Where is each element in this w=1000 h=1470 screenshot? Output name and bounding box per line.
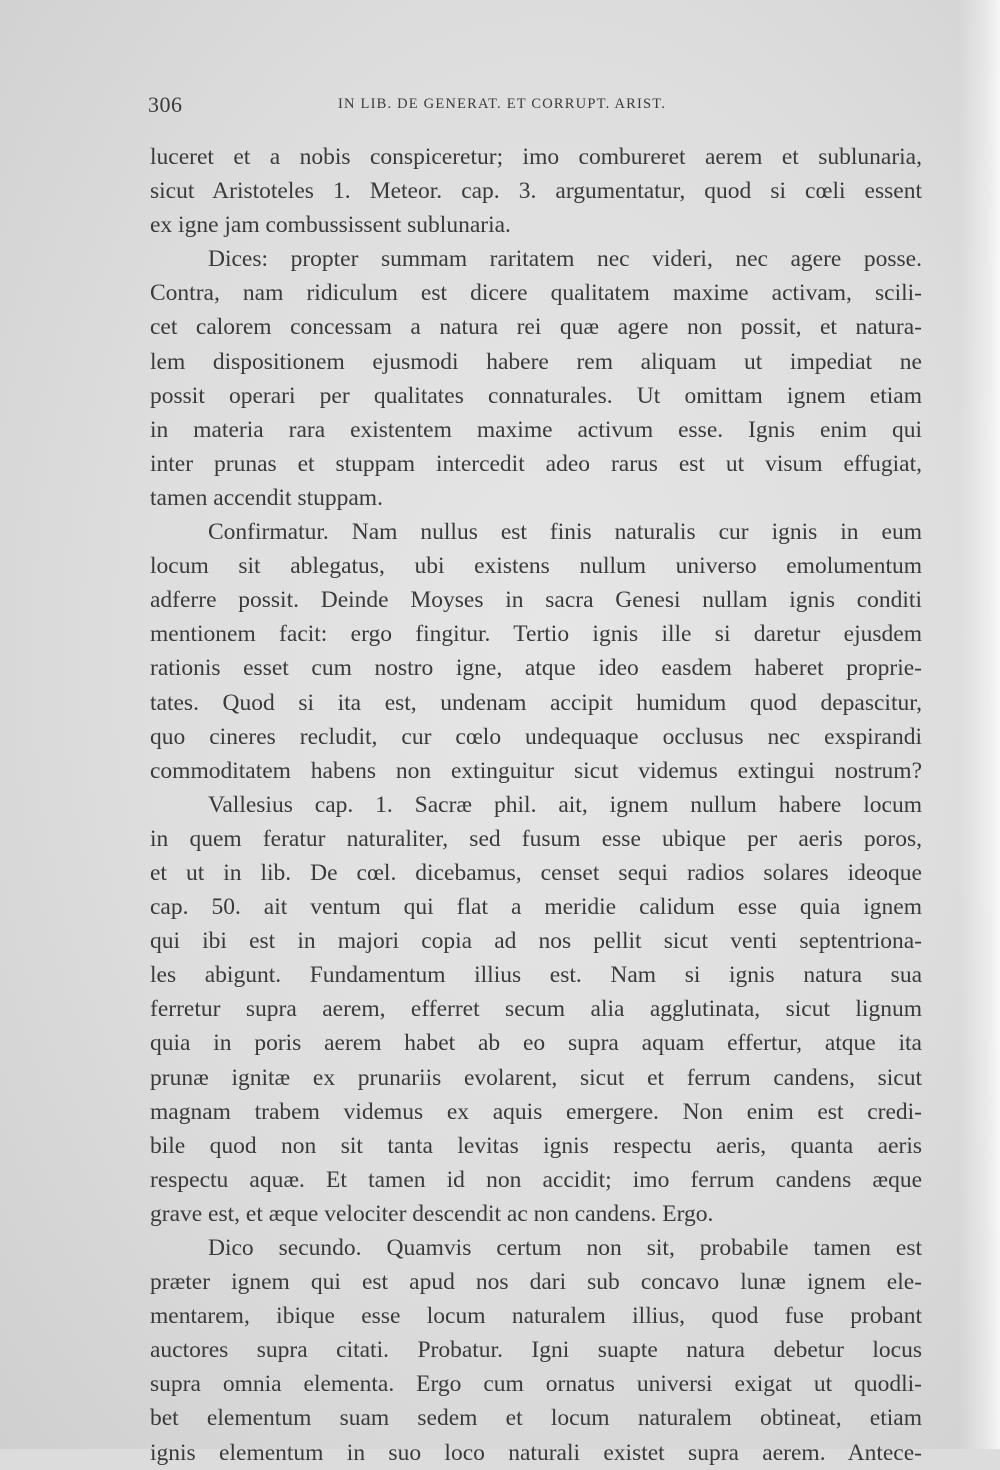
text-line: ferretur supra aerem, efferret secum alia agglutinata, sicut lignum <box>150 996 922 1023</box>
text-line: bile quod non sit tanta levitas ignis respectu aeris, quanta aeris <box>150 1132 922 1159</box>
text-line: quia in poris aerem habet ab eo supra aquam effertur, atque ita <box>150 1030 922 1057</box>
running-title: IN LIB. DE GENERAT. ET CORRUPT. ARIST. <box>338 96 667 112</box>
text-line: magnam trabem videmus ex aquis emergere. Non enim est credi- <box>150 1098 922 1125</box>
text-line: Confirmatur. Nam nullus est finis naturalis cur ignis in eum <box>208 519 922 546</box>
text-line: supra omnia elementa. Ergo cum ornatus universi exigat ut quodli- <box>150 1371 922 1398</box>
text-line: in quem feratur naturaliter, sed fusum esse ubique per aeris poros, <box>150 825 922 852</box>
text-line: bet elementum suam sedem et locum naturalem obtineat, etiam <box>150 1405 922 1432</box>
text-line: cet calorem concessam a natura rei quæ agere non possit, et natura- <box>150 314 922 341</box>
text-line: Vallesius cap. 1. Sacræ phil. ait, ignem nullum habere locum <box>208 791 922 818</box>
page-number: 306 <box>148 92 183 117</box>
text-line: grave est, et æque velociter descendit ac non candens. Ergo. <box>150 1200 714 1227</box>
text-line: mentarem, ibique esse locum naturalem illius, quod fuse probant <box>150 1303 922 1330</box>
text-line: mentionem facit: ergo fingitur. Tertio ignis ille si daretur ejusdem <box>150 621 922 648</box>
text-line: præter ignem qui est apud nos dari sub concavo lunæ ignem ele- <box>150 1269 922 1296</box>
text-line: ex igne jam combussissent sublunaria. <box>150 212 511 239</box>
text-line: adferre possit. Deinde Moyses in sacra Genesi nullam ignis conditi <box>150 587 922 614</box>
text-line: qui ibi est in majori copia ad nos pellit sicut venti septentriona- <box>150 928 922 955</box>
text-line: inter prunas et stuppam intercedit adeo rarus est ut visum effugiat, <box>150 450 922 477</box>
text-line: lem dispositionem ejusmodi habere rem aliquam ut impediat ne <box>150 348 922 375</box>
body-text <box>150 140 922 1470</box>
text-line: rationis esset cum nostro igne, atque ideo easdem haberet proprie- <box>150 655 922 682</box>
text-line: les abigunt. Fundamentum illius est. Nam si ignis natura sua <box>150 962 922 989</box>
text-line: auctores supra citati. Probatur. Igni suapte natura debetur locus <box>150 1337 922 1364</box>
text-line: Dices: propter summam raritatem nec videri, nec agere posse. <box>208 246 922 273</box>
text-line: commoditatem habens non extinguitur sicut videmus extingui nostrum? <box>150 757 922 784</box>
text-line: Contra, nam ridiculum est dicere qualitatem maxime activam, scili- <box>150 280 922 307</box>
text-line: locum sit ablegatus, ubi existens nullum universo emolumentum <box>150 553 922 580</box>
running-header <box>148 92 923 120</box>
text-line: in materia rara existentem maxime activum esse. Ignis enim qui <box>150 416 922 443</box>
text-line: possit operari per qualitates connaturales. Ut omittam ignem etiam <box>150 382 922 409</box>
text-line: sicut Aristoteles 1. Meteor. cap. 3. argumentatur, quod si cœli essent <box>150 178 922 205</box>
text-line: tates. Quod si ita est, undenam accipit humidum quod depascitur, <box>150 689 922 716</box>
text-line: ignis elementum in suo loco naturali existet supra aerem. Antece- <box>150 1439 922 1466</box>
text-line: cap. 50. ait ventum qui flat a meridie calidum esse quia ignem <box>150 894 922 921</box>
text-line: tamen accendit stuppam. <box>150 484 383 511</box>
text-line: quo cineres recludit, cur cœlo undequaque occlusus nec exspirandi <box>150 723 922 750</box>
text-line: respectu aquæ. Et tamen id non accidit; imo ferrum candens æque <box>150 1166 922 1193</box>
page-edge-shading <box>960 0 1000 1449</box>
text-line: et ut in lib. De cœl. dicebamus, censet sequi radios solares ideoque <box>150 859 922 886</box>
text-line: Dico secundo. Quamvis certum non sit, probabile tamen est <box>208 1235 922 1261</box>
text-line: prunæ ignitæ ex prunariis evolarent, sicut et ferrum candens, sicut <box>150 1064 922 1091</box>
text-line: luceret et a nobis conspiceretur; imo combureret aerem et sublunaria, <box>150 144 922 170</box>
